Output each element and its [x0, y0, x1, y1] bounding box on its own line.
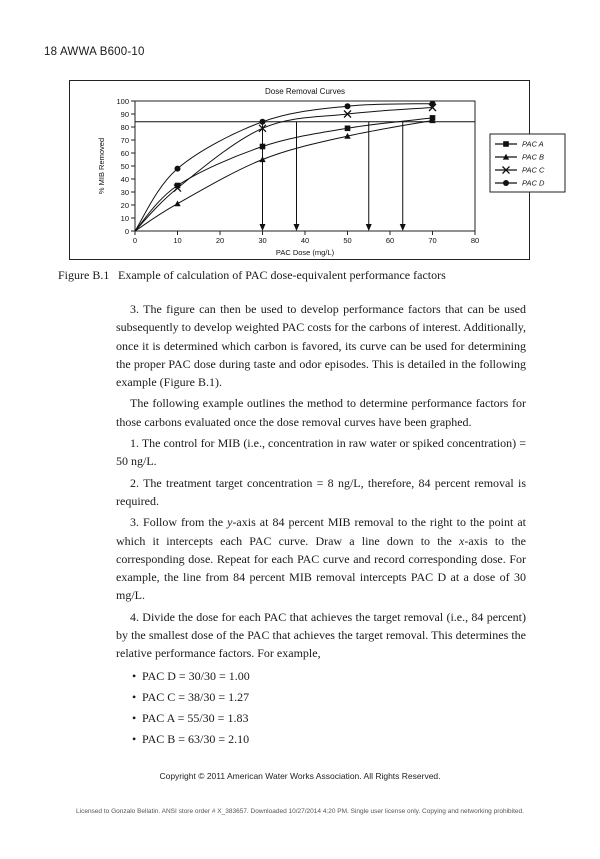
data-point-pac-d — [260, 119, 266, 125]
x-tick-label: 40 — [300, 236, 310, 245]
y-tick-label: 30 — [120, 187, 129, 197]
y-tick-label: 50 — [120, 161, 129, 171]
data-point-pac-d — [345, 103, 351, 109]
figure-number: Figure B.1 — [58, 268, 110, 282]
legend-marker-pac-d — [503, 180, 509, 186]
y-tick-label: 80 — [120, 122, 129, 132]
license-notice: Licensed to Gonzalo Bellatin. ANSI store order # X_383657. Downloaded 10/27/2014 4:20 PM. Single user license only. Copying and networking prohibited. — [76, 808, 524, 815]
paragraph-text: -axis at 84 percent MIB removal to the right to the point at which it intercepts each PAC curve. Draw a line down to the — [116, 515, 527, 548]
data-point-pac-a — [345, 126, 351, 132]
x-tick-label: 70 — [428, 236, 437, 245]
legend-label: PAC A — [522, 139, 544, 149]
x-tick-label: 0 — [132, 236, 138, 245]
drop-arrowhead — [366, 224, 372, 231]
drop-arrowhead — [400, 224, 406, 231]
plot-area — [135, 101, 475, 231]
x-tick-label: 30 — [258, 236, 267, 245]
paragraph: 2. The treatment target concentration = 8 ng/L, therefore, 84 percent removal is required. — [116, 475, 526, 508]
figure-frame — [69, 80, 545, 260]
series-line-pac-b — [135, 121, 433, 232]
legend-label: PAC D — [522, 178, 545, 188]
paragraph: 4. Divide the dose for each PAC that achieves the target removal (i.e., 84 percent) by the smallest dose of the PAC that achieves the target removal. This determines the relative performance factors. For example, — [116, 609, 526, 661]
y-tick-label: 70 — [120, 135, 129, 145]
y-tick-label: 20 — [120, 200, 129, 210]
body-text — [116, 300, 526, 750]
legend-label: PAC B — [522, 152, 544, 162]
x-tick-label: 10 — [173, 236, 182, 245]
data-point-pac-b — [174, 201, 180, 207]
figure-caption — [58, 268, 578, 283]
y-tick-label: 100 — [116, 96, 129, 106]
x-tick-label: 20 — [215, 236, 225, 245]
paragraph-text: 3. Follow from the — [130, 515, 228, 530]
drop-arrowhead — [260, 224, 266, 231]
x-tick-label: 80 — [470, 236, 480, 245]
y-tick-label: 40 — [120, 174, 129, 184]
y-tick-label: 60 — [120, 148, 129, 158]
axis-term: x — [459, 533, 465, 548]
paragraph: 3. The figure can then be used to develop performance factors that can be used subsequently to develop weighted PAC costs for the carbons of interest. Additionally, once it is determined which carbon is favored, its curve can be used for determining the proper PAC dose during taste and odor episodes. This is detailed in the following example (Figure B.1). — [116, 302, 526, 390]
performance-factor-list — [116, 666, 526, 750]
y-tick-label: 0 — [124, 226, 129, 236]
data-point-pac-d — [175, 166, 181, 172]
dose-removal-chart — [70, 81, 545, 261]
list-item: • PAC B = 63/30 = 2.10 — [132, 729, 526, 750]
data-point-pac-d — [430, 101, 436, 107]
list-item: • PAC D = 30/30 = 1.00 — [132, 666, 526, 687]
list-item: • PAC C = 38/30 = 1.27 — [132, 687, 526, 708]
paragraph-text: -axis to the corresponding dose. Repeat for each PAC curve and record corresponding dose. For example, the line from 84 percent MIB removal intercepts PAC D at a dose of 30 mg/L. — [116, 533, 526, 603]
legend-label: PAC C — [522, 165, 545, 175]
data-point-pac-b — [259, 156, 265, 162]
y-tick-label: 10 — [120, 213, 129, 223]
x-axis-label: PAC Dose (mg/L) — [275, 248, 335, 257]
paragraph: The following example outlines the method to determine performance factors for those carbons evaluated once the dose removal curves have been graphed. — [116, 396, 526, 429]
page-header: 18 AWWA B600-10 — [44, 46, 145, 58]
drop-arrowhead — [294, 224, 300, 231]
chart-title: Dose Removal Curves — [264, 87, 346, 96]
copyright-notice: Copyright © 2011 American Water Works Association. All Rights Reserved. — [159, 771, 441, 781]
x-tick-label: 50 — [343, 236, 352, 245]
series-line-pac-a — [135, 118, 433, 231]
y-axis-label: % MIB Removed — [97, 137, 106, 195]
list-item: • PAC A = 55/30 = 1.83 — [132, 708, 526, 729]
paragraph — [116, 513, 526, 604]
legend-marker-pac-a — [503, 141, 509, 147]
y-tick-label: 90 — [120, 109, 129, 119]
axis-term: y — [227, 515, 233, 530]
x-tick-label: 60 — [385, 236, 395, 245]
figure-caption-text: Example of calculation of PAC dose-equivalent performance factors — [118, 268, 446, 282]
data-point-pac-a — [260, 144, 266, 150]
paragraph: 1. The control for MIB (i.e., concentration in raw water or spiked concentration) = 50 ng/L. — [116, 436, 526, 469]
